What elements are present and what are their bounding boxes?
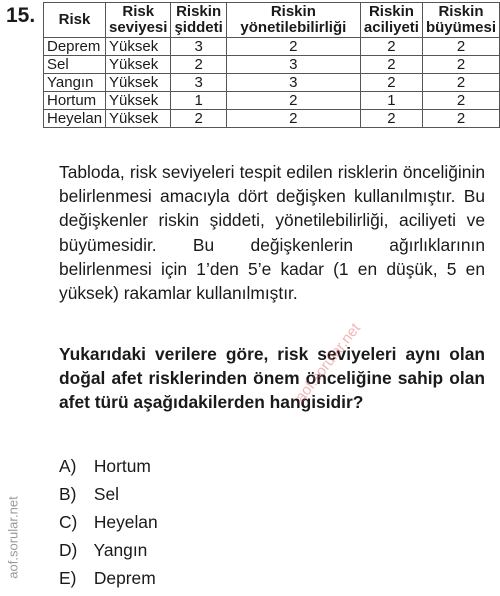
cell-urgency: 2: [360, 74, 422, 92]
cell-risk-level: Yüksek: [106, 38, 171, 56]
cell-growth: 2: [422, 110, 499, 128]
cell-urgency: 2: [360, 56, 422, 74]
table-row: [44, 74, 500, 92]
table-row: [44, 56, 500, 74]
table-row: [44, 38, 500, 56]
cell-risk: Sel: [44, 56, 106, 74]
question-number: 15.: [6, 4, 36, 27]
risk-table: [43, 2, 500, 128]
option-letter: A): [59, 456, 77, 476]
header-risk: Risk: [44, 3, 106, 38]
cell-risk-level: Yüksek: [106, 92, 171, 110]
option-text: Yangın: [93, 540, 148, 560]
option-letter: C): [59, 512, 78, 532]
cell-severity: 1: [171, 92, 226, 110]
cell-risk: Hortum: [44, 92, 106, 110]
question-text: Yukarıdaki verilere göre, risk seviyeleri aynı olan doğal afet risklerinden önem önceliğine sahip olan afet türü aşağıdakilerden hangisidir?: [59, 344, 485, 413]
option-d[interactable]: [59, 540, 147, 561]
cell-growth: 2: [422, 74, 499, 92]
option-text: Heyelan: [93, 512, 158, 532]
cell-severity: 3: [171, 38, 226, 56]
header-risk-level: Risk seviyesi: [106, 3, 171, 38]
option-letter: D): [59, 540, 78, 560]
cell-manageability: 3: [226, 74, 360, 92]
table-row: [44, 110, 500, 128]
cell-growth: 2: [422, 38, 499, 56]
side-watermark: aof.sorular.net: [5, 496, 21, 579]
header-manageability: Riskin yönetilebilirliği: [226, 3, 360, 38]
option-text: Sel: [93, 484, 119, 504]
header-growth: Riskin büyümesi: [422, 3, 499, 38]
cell-manageability: 2: [226, 92, 360, 110]
option-a[interactable]: [59, 456, 151, 477]
option-c[interactable]: [59, 512, 158, 533]
option-letter: B): [59, 484, 77, 504]
cell-risk: Yangın: [44, 74, 106, 92]
cell-risk: Deprem: [44, 38, 106, 56]
cell-manageability: 2: [226, 110, 360, 128]
cell-urgency: 2: [360, 110, 422, 128]
option-letter: E): [59, 568, 77, 588]
option-e[interactable]: [59, 568, 156, 589]
option-text: Hortum: [93, 456, 151, 476]
cell-manageability: 2: [226, 38, 360, 56]
table-header-row: [44, 3, 500, 38]
header-urgency: Riskin aciliyeti: [360, 3, 422, 38]
cell-urgency: 1: [360, 92, 422, 110]
cell-manageability: 3: [226, 56, 360, 74]
problem-paragraph: Tabloda, risk seviyeleri tespit edilen risklerin önceliğinin belirlenmesi amacıyla dört değişken kullanılmıştır. Bu değişkenler riskin şiddeti, yönetilebilirliği, aciliyeti ve büyümesidir. Bu değişkenlerin ağırlıklarının belirlenmesi için 1’den 5’e kadar (1 en düşük, 5 en yüksek) rakamlar kullanılmıştır.: [59, 162, 485, 304]
table-row: [44, 92, 500, 110]
cell-severity: 2: [171, 110, 226, 128]
cell-urgency: 2: [360, 38, 422, 56]
cell-growth: 2: [422, 92, 499, 110]
cell-severity: 3: [171, 74, 226, 92]
cell-risk-level: Yüksek: [106, 56, 171, 74]
cell-risk-level: Yüksek: [106, 110, 171, 128]
header-severity: Riskin şiddeti: [171, 3, 226, 38]
cell-risk-level: Yüksek: [106, 74, 171, 92]
cell-risk: Heyelan: [44, 110, 106, 128]
option-text: Deprem: [93, 568, 156, 588]
cell-severity: 2: [171, 56, 226, 74]
diagonal-watermark: aof.sorular.net: [292, 320, 364, 406]
cell-growth: 2: [422, 56, 499, 74]
option-b[interactable]: [59, 484, 119, 505]
